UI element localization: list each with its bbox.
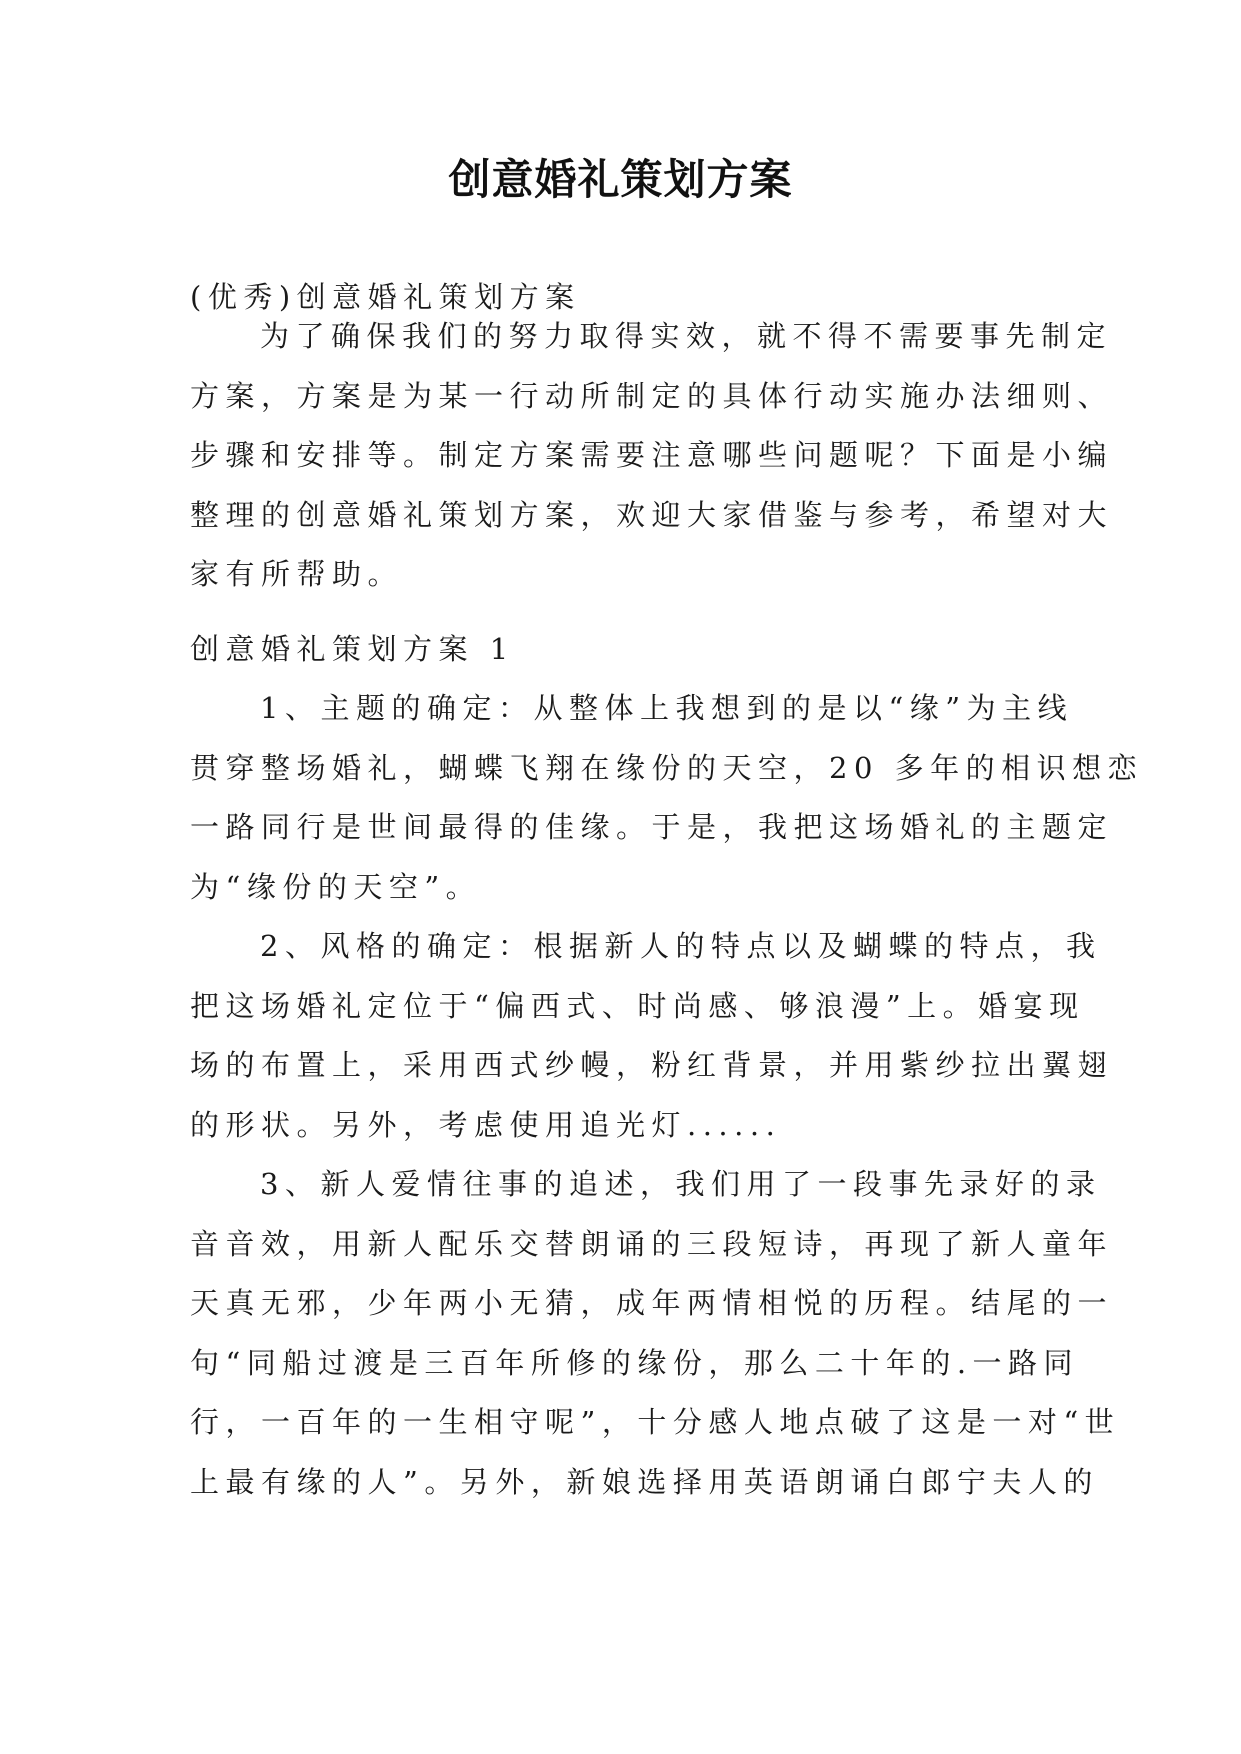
paragraph-line: 句“同船过渡是三百年所修的缘份，那么二十年的.一路同: [190, 1345, 1080, 1380]
intro-line: 方案，方案是为某一行动所制定的具体行动实施办法细则、: [190, 378, 1114, 413]
intro-line: 家有所帮助。: [190, 557, 404, 591]
paragraph-story: [190, 1155, 1121, 1512]
intro-line: 整理的创意婚礼策划方案，欢迎大家借鉴与参考，希望对大: [190, 497, 1114, 532]
intro-paragraph: [190, 307, 1114, 605]
section-heading: 创意婚礼策划方案 1: [190, 632, 515, 666]
paragraph-line: 的形状。另外，考虑使用追光灯......: [190, 1107, 782, 1142]
paragraph-line: 把这场婚礼定位于“偏西式、时尚感、够浪漫”上。婚宴现: [190, 988, 1085, 1023]
paragraph-line: 1、主题的确定：从整体上我想到的是以“缘”为主线: [260, 691, 1074, 725]
paragraph-line: 上最有缘的人”。另外，新娘选择用英语朗诵白郎宁夫人的: [190, 1464, 1099, 1499]
paragraph-theme: [190, 679, 1144, 917]
paragraph-style: [190, 917, 1114, 1155]
paragraph-line: 行，一百年的一生相守呢”，十分感人地点破了这是一对“世: [190, 1405, 1121, 1439]
intro-line: 为了确保我们的努力取得实效，就不得不需要事先制定: [260, 319, 1113, 353]
paragraph-line: 为“缘份的天空”。: [190, 869, 482, 904]
paragraph-line: 音音效，用新人配乐交替朗诵的三段短诗，再现了新人童年: [190, 1226, 1114, 1261]
section-heading-block: [190, 620, 1050, 680]
intro-line: 步骤和安排等。制定方案需要注意哪些问题呢？下面是小编: [190, 438, 1114, 472]
document-subtitle: (优秀)创意婚礼策划方案: [190, 280, 581, 314]
paragraph-line: 3、新人爱情往事的追述，我们用了一段事先录好的录: [260, 1167, 1102, 1201]
paragraph-line: 2、风格的确定：根据新人的特点以及蝴蝶的特点，我: [260, 929, 1102, 963]
paragraph-line: 一路同行是世间最得的佳缘。于是，我把这场婚礼的主题定: [190, 810, 1114, 844]
paragraph-line: 天真无邪，少年两小无猜，成年两情相悦的历程。结尾的一: [190, 1286, 1114, 1320]
paragraph-line: 贯穿整场婚礼，蝴蝶飞翔在缘份的天空，20 多年的相识想恋: [190, 750, 1144, 785]
document-title: 创意婚礼策划方案: [448, 155, 793, 204]
paragraph-line: 场的布置上，采用西式纱幔，粉红背景，并用紫纱拉出翼翅: [190, 1048, 1114, 1082]
